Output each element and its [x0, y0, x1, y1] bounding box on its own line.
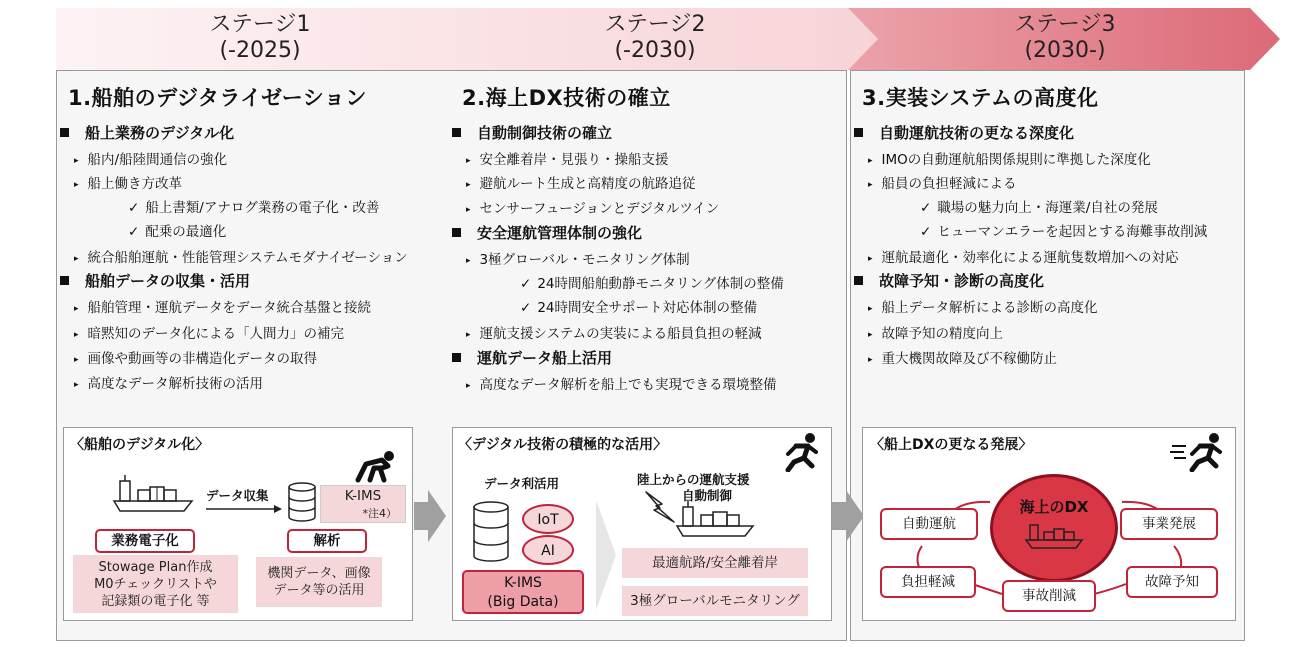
- col1-subbox-title: 〈船舶のデジタル化〉: [70, 437, 210, 453]
- col1-bullet: ▸ 船舶管理・運航データをデータ統合基盤と接続: [74, 300, 372, 316]
- database-icon: [472, 500, 510, 564]
- ship-icon: [1024, 520, 1084, 550]
- col3-bullet: ▸ 運航最適化・効率化による運航隻数増加への対応: [868, 250, 1179, 266]
- col3-subbox-title: 〈船上DXの更なる発展〉: [870, 437, 1033, 453]
- col3-check: ✓ 職場の魅力向上・海運業/自社の発展: [920, 200, 1158, 216]
- node-auto-navigation: 自動運航: [880, 508, 978, 540]
- col2-section-3: 運航データ船上活用: [452, 347, 612, 368]
- col2-bullet: ▸ センサーフュージョンとデジタルツイン: [466, 201, 720, 217]
- crawling-person-icon: [352, 450, 398, 484]
- stage-2-label: ステージ2 (-2030): [604, 12, 706, 63]
- col2-bullet: ▸ 避航ルート生成と高精度の航路追従: [466, 176, 696, 192]
- col3-bullet: ▸ 船上データ解析による診断の高度化: [868, 300, 1098, 316]
- col2-section-1: 自動制御技術の確立: [452, 122, 612, 143]
- stage-1-label: ステージ1 (-2025): [209, 12, 311, 63]
- node-failure-prediction: 故障予知: [1126, 566, 1218, 598]
- database-icon: [287, 482, 317, 522]
- col2-bullet: ▸ 運航支援システムの実装による船員負担の軽減: [466, 326, 762, 342]
- running-person-icon: [778, 432, 822, 472]
- col1-bullet: ▸ 暗黙知のデータ化による「人間力」の補完: [74, 326, 345, 342]
- auto-control-label: 自動制御: [682, 488, 733, 503]
- col1-section-1: 船上業務のデジタル化: [60, 122, 234, 143]
- col1-check: ✓ 船上書類/アナログ業務の電子化・改善: [128, 200, 380, 216]
- col2-section-2: 安全運航管理体制の強化: [452, 222, 642, 243]
- node-business-growth: 事業発展: [1120, 508, 1218, 540]
- node-burden-reduction: 負担軽減: [880, 566, 976, 598]
- col1-bullet: ▸ 船内/船陸間通信の強化: [74, 152, 228, 168]
- land-support-label: 陸上からの運航支援: [637, 472, 750, 487]
- col1-pink-note-2: 機関データ、画像 データ等の活用: [256, 557, 382, 607]
- opt-route-box: 最適航路/安全離着岸: [622, 548, 808, 578]
- col3-section-2: 故障予知・診断の高度化: [854, 270, 1044, 291]
- kims-bigdata-box: K-IMS (Big Data): [462, 570, 584, 614]
- col3-bullet: ▸ 重大機関故障及び不稼働防止: [868, 351, 1058, 367]
- chevron-right-icon: [596, 500, 616, 610]
- col1-bullet: ▸ 高度なデータ解析技術の活用: [74, 376, 264, 392]
- ai-ellipse: AI: [522, 535, 574, 565]
- gyomu-denshika-badge: 業務電子化: [95, 529, 195, 553]
- global-monitoring-box: 3極グローバルモニタリング: [622, 586, 808, 616]
- col3-title: 3.実装システムの高度化: [862, 86, 1099, 110]
- col1-title: 1.船舶のデジタライゼーション: [68, 86, 367, 110]
- ship-icon: [675, 500, 755, 538]
- big-arrow-icon: [414, 490, 446, 542]
- col2-bullet: ▸ 3極グローバル・モニタリング体制: [466, 252, 690, 268]
- col2-title: 2.海上DX技術の確立: [462, 86, 671, 110]
- arrow-right-icon: [206, 504, 282, 514]
- col2-check: ✓ 24時間安全サポート対応体制の整備: [520, 300, 757, 316]
- data-use-label: データ利活用: [484, 476, 560, 491]
- col1-check: ✓ 配乗の最適化: [128, 224, 227, 240]
- kims-box: K-IMS *注4）: [320, 485, 406, 523]
- kaiseki-badge: 解析: [287, 529, 367, 553]
- col2-subbox-title: 〈デジタル技術の積極的な活用〉: [458, 437, 668, 453]
- col2-bullet: ▸ 高度なデータ解析を船上でも実現できる環境整備: [466, 377, 777, 393]
- col3-bullet: ▸ 船員の負担軽減による: [868, 176, 1017, 192]
- iot-ellipse: IoT: [522, 504, 574, 534]
- col3-bullet: ▸ IMOの自動運航船関係規則に準拠した深度化: [868, 152, 1151, 168]
- col1-bullet: ▸ 統合船舶運航・性能管理システムモダナイゼーション: [74, 250, 408, 266]
- col1-bullet: ▸ 船上働き方改革: [74, 176, 183, 192]
- col3-check: ✓ ヒューマンエラーを起因とする海難事故削減: [920, 224, 1208, 240]
- col1-section-2: 船舶データの収集・活用: [60, 270, 250, 291]
- col1-pink-note-1: Stowage Plan作成 M0チェックリストや 記録類の電子化 等: [73, 555, 238, 613]
- stage-3-label: ステージ3 (2030-): [1014, 12, 1116, 63]
- big-arrow-icon: [832, 490, 864, 542]
- col2-bullet: ▸ 安全離着岸・見張り・操船支援: [466, 152, 669, 168]
- col2-check: ✓ 24時間船舶動静モニタリング体制の整備: [520, 276, 784, 292]
- col3-bullet: ▸ 故障予知の精度向上: [868, 326, 1004, 342]
- lightning-icon: [640, 490, 678, 524]
- col3-section-1: 自動運航技術の更なる深度化: [854, 122, 1074, 143]
- col1-bullet: ▸ 画像や動画等の非構造化データの取得: [74, 351, 318, 367]
- ship-icon: [112, 473, 194, 513]
- dx-center-label: 海上のDX: [1019, 498, 1089, 516]
- node-accident-reduction: 事故削減: [1002, 580, 1096, 612]
- data-collect-label: データ収集: [206, 488, 269, 503]
